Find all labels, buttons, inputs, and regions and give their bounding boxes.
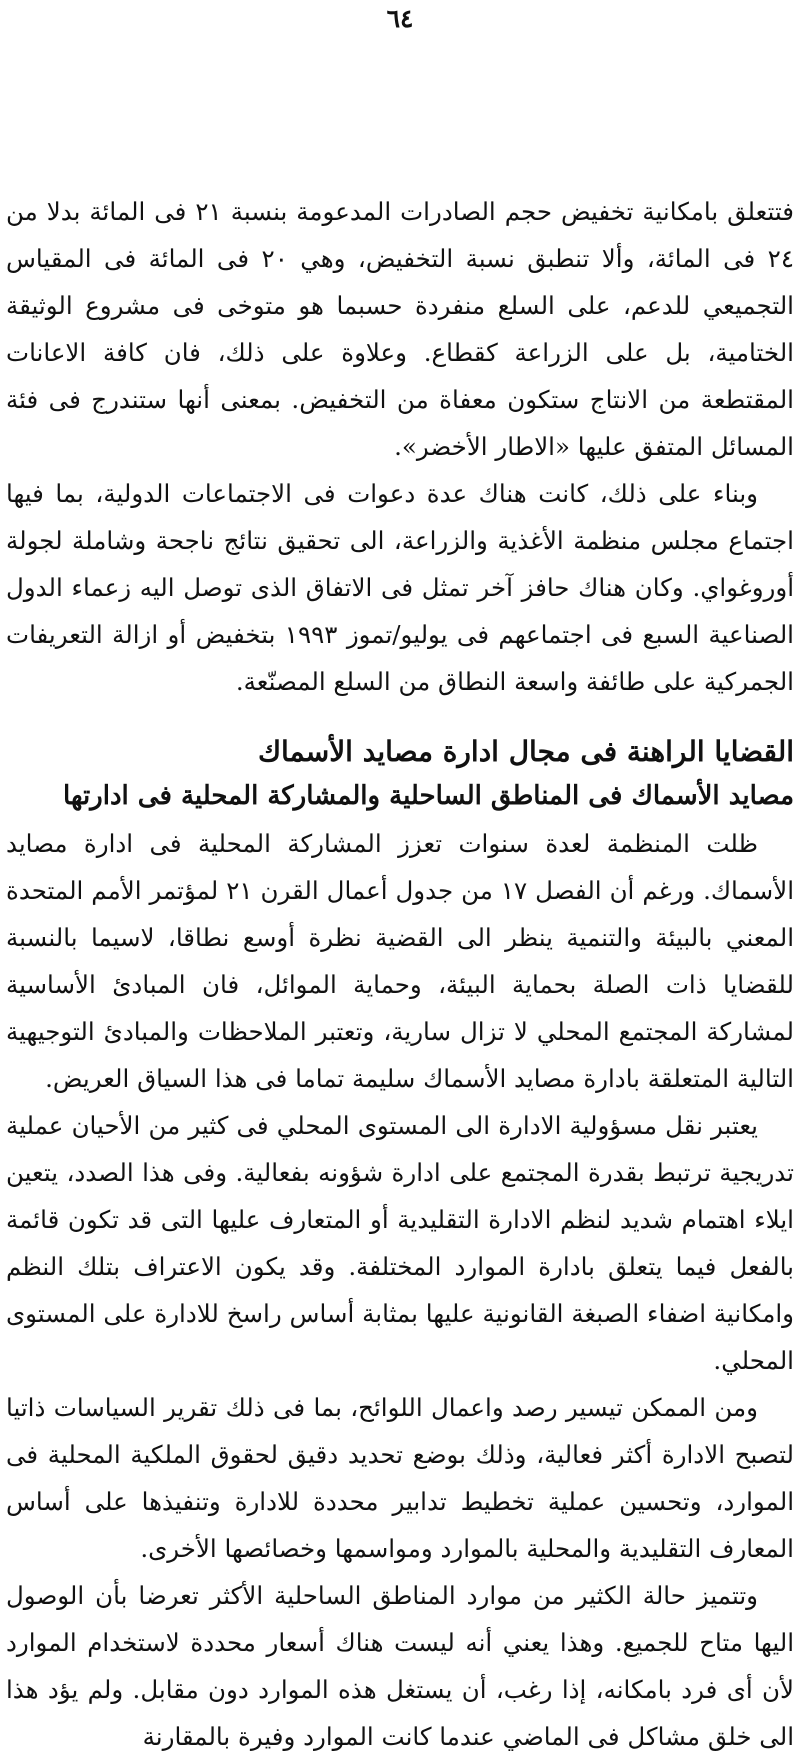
paragraph: ومن الممكن تيسير رصد واعمال اللوائح، بما فى ذلك تقرير السياسات ذاتيا لتصبح الادارة أكثر فعالية، وذلك بوضع تحديد دقيق لحقوق الملكية المحلية فى الموارد، وتحسين عملية تخطيط تدابير محددة للادارة وتنفيذها على أساس المعارف التقليدية والمحلية بالموارد ومواسمها وخصائصها الأخرى. [6, 1393, 794, 1563]
paragraph: وتتميز حالة الكثير من موارد المناطق الساحلية الأكثر تعرضا بأن الوصول اليها متاح للجميع. وهذا يعني أنه ليست هناك أسعار محددة لاستخدام الموارد لأن أى فرد بامكانه، إذا رغب، أن يستغل هذه الموارد دون مقابل. ولم يؤد هذا الى خلق مشاكل فى الماضي عندما كانت الموارد وفيرة بالمقارنة [6, 1581, 794, 1751]
paragraph: وبناء على ذلك، كانت هناك عدة دعوات فى الاجتماعات الدولية، بما فيها اجتماع مجلس منظمة الأغذية والزراعة، الى تحقيق نتائج ناجحة وشاملة لجولة أوروغواي. وكان هناك حافز آخر تمثل فى الاتفاق الذى توصل اليه زعماء الدول الصناعية السبع فى اجتماعهم فى يوليو/تموز ١٩٩٣ بتخفيض أو ازالة التعريفات الجمركية على طائفة واسعة النطاق من السلع المصنّعة. [6, 479, 794, 696]
page-number: ٦٤ [386, 4, 414, 33]
paragraph: يعتبر نقل مسؤولية الادارة الى المستوى المحلي فى كثير من الأحيان عملية تدريجية ترتبط بقدرة المجتمع على ادارة شؤونه بفعالية. وفى هذا الصدد، يتعين ايلاء اهتمام شديد لنظم الادارة التقليدية أو المتعارف عليها التى قد تكون قائمة بالفعل فيما يتعلق بادارة الموارد المختلفة. وقد يكون الاعتراف بتلك النظم وامكانية اضفاء الصبغة القانونية عليها بمثابة أساس راسخ للادارة على المستوى المحلي. [6, 1111, 794, 1375]
section-subheading: مصايد الأسماك فى المناطق الساحلية والمشاركة المحلية فى ادارتها [63, 781, 794, 811]
section-fisheries-management [6, 730, 794, 1760]
paragraph: فتتعلق بامكانية تخفيض حجم الصادرات المدعومة بنسبة ٢١ فى المائة بدلا من ٢٤ فى المائة، وألا تنطبق نسبة التخفيض، وهي ٢٠ فى المائة فى المقياس التجميعي للدعم، على السلع منفردة حسبما هو متوخى فى مشروع الوثيقة الختامية، بل على الزراعة كقطاع. وعلاوة على ذلك، فان كافة الاعانات المقتطعة من الانتاج ستكون معفاة من التخفيض. بمعنى أنها ستندرج فى فئة المسائل المتفق عليها «الاطار الأخضر». [6, 197, 794, 461]
paragraph: ظلت المنظمة لعدة سنوات تعزز المشاركة المحلية فى ادارة مصايد الأسماك. ورغم أن الفصل ١٧ من جدول أعمال القرن ٢١ لمؤتمر الأمم المتحدة المعني بالبيئة والتنمية ينظر الى القضية نظرة أوسع نطاقا، لاسيما بالنسبة للقضايا ذات الصلة بحماية البيئة، وحماية الموائل، فان المبادئ الأساسية لمشاركة المجتمع المحلي لا تزال سارية، وتعتبر الملاحظات والمبادئ التوجيهية التالية المتعلقة بادارة مصايد الأسماك سليمة تماما فى هذا السياق العريض. [6, 829, 794, 1093]
section-trade-negotiations [6, 188, 794, 705]
section-heading: القضايا الراهنة فى مجال ادارة مصايد الأسماك [257, 735, 794, 768]
